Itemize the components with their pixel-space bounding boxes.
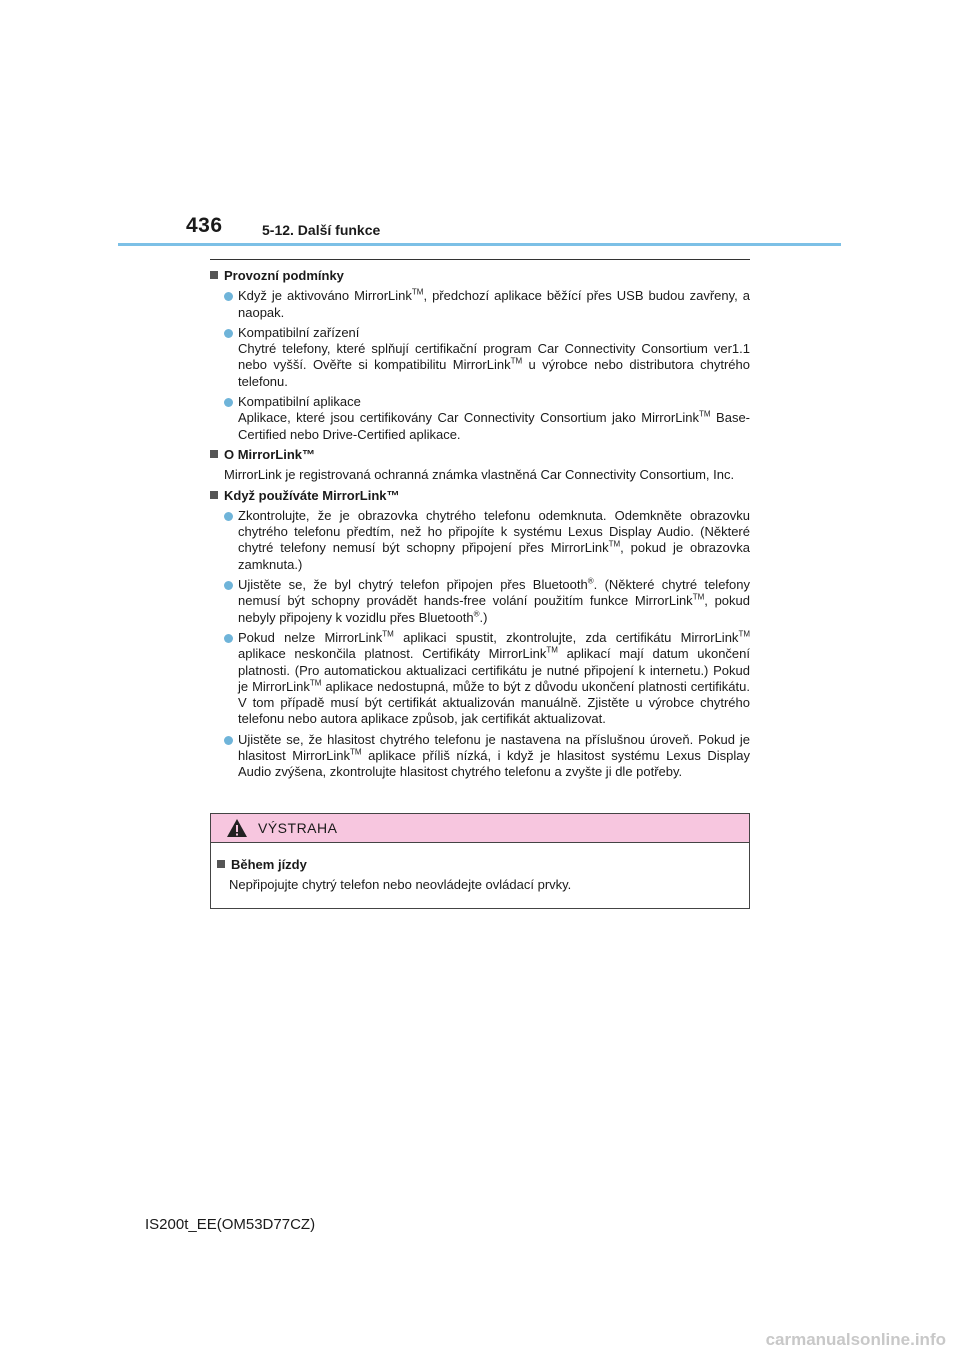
list-item <box>210 394 750 443</box>
section-heading <box>210 488 750 504</box>
list-item <box>210 325 750 390</box>
section-title: 5-12. Další funkce <box>262 222 381 238</box>
list-item-text: Pokud nelze MirrorLink™ aplikaci spustit, zkontrolujte, zda certifikátu MirrorLink™ aplikace neskončila platnost. Certifikáty MirrorLink™ aplikací mají datum ukončení platnosti. (Pro automatickou aktualizaci certifikátu je nutné připojení k internetu.) Pokud je MirrorLink™ aplikace nedostupná, může to být z důvodu ukončení platnosti certifikátu. V tom případě musí být certifikát aktualizován manuálně. Zjistěte u výrobce chytrého telefonu nebo autora aplikace způsob, jak certifikát aktualizovat. <box>238 629 750 727</box>
square-bullet-icon <box>210 491 218 499</box>
list-item-text: Když je aktivováno MirrorLink™, předchozí aplikace běžící přes USB budou zavřeny, a naopak. <box>238 287 750 320</box>
warning-heading-text: Během jízdy <box>231 857 307 872</box>
warning-triangle-icon <box>226 818 248 838</box>
list-item <box>210 288 750 321</box>
list-item-text: Ujistěte se, že hlasitost chytrého telefonu je nastavena na příslušnou úroveň. Pokud je hlasitost MirrorLink™ aplikace příliš nízká, i když je hlasitost systému Lexus Display Audio zvýšena, zkontrolujte hlasitost chytrého telefonu a zvyšte ji dle potřeby. <box>238 731 750 780</box>
watermark: carmanualsonline.info <box>765 1330 946 1349</box>
warning-box <box>210 813 750 909</box>
content-top-rule <box>210 259 750 260</box>
circle-bullet-icon <box>224 736 233 745</box>
square-bullet-icon <box>217 860 225 868</box>
content <box>210 268 750 785</box>
circle-bullet-icon <box>224 581 233 590</box>
section-heading <box>210 447 750 463</box>
section-heading-text: Když používáte MirrorLink™ <box>224 487 400 503</box>
warning-heading <box>217 855 749 875</box>
section-heading-text: Provozní podmínky <box>224 268 344 283</box>
section-heading-text: O MirrorLink™ <box>224 446 316 462</box>
paragraph: MirrorLink je registrovaná ochranná známka vlastněná Car Connectivity Consortium, Inc. <box>224 467 735 483</box>
page-number: 436 <box>186 214 223 237</box>
circle-bullet-icon <box>224 512 233 521</box>
list-item <box>210 577 750 626</box>
circle-bullet-icon <box>224 634 233 643</box>
section-heading <box>210 268 750 284</box>
header-rule <box>118 243 841 246</box>
circle-bullet-icon <box>224 329 233 338</box>
document-id: IS200t_EE(OM53D77CZ) <box>145 1216 316 1233</box>
warning-title: VÝSTRAHA <box>258 820 338 836</box>
list-item-text: Kompatibilní aplikace Aplikace, které jsou certifikovány Car Connectivity Consortium jako MirrorLink™ Base-Certified nebo Drive-Certified aplikace. <box>238 394 750 442</box>
list-item <box>210 732 750 781</box>
circle-bullet-icon <box>224 398 233 407</box>
list-item-text: Ujistěte se, že byl chytrý telefon připojen přes Bluetooth®. (Některé chytré telefony nemusí být schopny provádět hands-free volání použitím funkce MirrorLink™, pokud nebyly připojeny k vozidlu přes Bluetooth®.) <box>238 576 750 625</box>
list-item <box>210 630 750 728</box>
list-item-text: Zkontrolujte, že je obrazovka chytrého telefonu odemknuta. Odemkněte obrazovku chytrého telefonu předtím, než ho připojíte k systému Lexus Display Audio. (Některé chytré telefony nemusí být schopny připojení přes MirrorLink™, pokud je obrazovka zamknuta.) <box>238 507 750 572</box>
square-bullet-icon <box>210 450 218 458</box>
warning-text: Nepřipojujte chytrý telefon nebo neovládejte ovládací prvky. <box>229 877 572 892</box>
warning-body <box>211 843 749 895</box>
circle-bullet-icon <box>224 292 233 301</box>
square-bullet-icon <box>210 271 218 279</box>
warning-header <box>211 814 749 843</box>
list-item <box>210 508 750 573</box>
list-item-text: Kompatibilní zařízení Chytré telefony, které splňují certifikační program Car Connectivity Consortium ver1.1 nebo vyšší. Ověřte si kompatibilitu MirrorLink™ u výrobce nebo distributora chytrého telefonu. <box>238 324 750 389</box>
